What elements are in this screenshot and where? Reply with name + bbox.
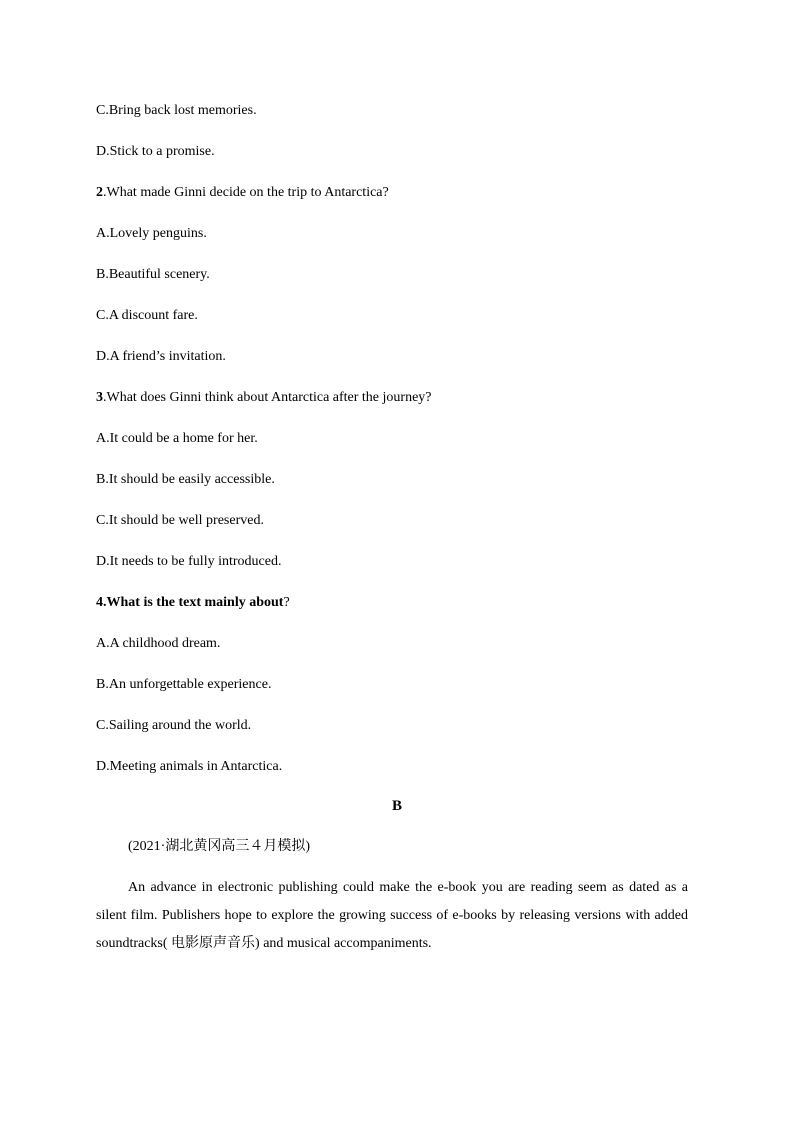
- q2-option-d: D.A friend’s invitation.: [96, 349, 226, 364]
- q1-option-c: C.Bring back lost memories.: [96, 103, 257, 118]
- q4-option-d: D.Meeting animals in Antarctica.: [96, 759, 283, 774]
- q3-option-a: A.It could be a home for her.: [96, 431, 258, 446]
- q4-stem-text: .What is the text mainly about: [103, 595, 284, 610]
- q4-option-c: C.Sailing around the world.: [96, 718, 252, 733]
- section-paragraph: An advance in electronic publishing could make the e-book you are reading seem as dated as a silent film. Publishers hope to explore the growing success of e-books by releasing versions with added soundtracks( 电影原声音乐) and musical accompaniments.: [96, 880, 688, 951]
- q2-stem: [96, 184, 389, 202]
- q4-stem-tail: ?: [283, 595, 290, 610]
- q3-option-b: B.It should be easily accessible.: [96, 472, 275, 487]
- q2-option-c: C.A discount fare.: [96, 308, 198, 323]
- q4-option-a: A.A childhood dream.: [96, 636, 221, 651]
- q4-number: 4: [96, 595, 103, 610]
- q3-option-c: C.It should be well preserved.: [96, 513, 264, 528]
- q3-number: 3: [96, 390, 103, 405]
- q2-stem-text: .What made Ginni decide on the trip to Antarctica?: [103, 185, 389, 200]
- q2-option-b: B.Beautiful scenery.: [96, 267, 210, 282]
- q4-stem: [96, 594, 290, 612]
- q3-stem-text: .What does Ginni think about Antarctica after the journey?: [103, 390, 432, 405]
- q3-option-d: D.It needs to be fully introduced.: [96, 554, 282, 569]
- q2-number: 2: [96, 185, 103, 200]
- q1-option-d: D.Stick to a promise.: [96, 144, 215, 159]
- q2-option-a: A.Lovely penguins.: [96, 226, 207, 241]
- section-source: (2021·湖北黄冈高三４月模拟): [128, 839, 310, 854]
- section-title: B: [391, 798, 402, 814]
- q3-stem: [96, 389, 432, 407]
- q4-option-b: B.An unforgettable experience.: [96, 677, 272, 692]
